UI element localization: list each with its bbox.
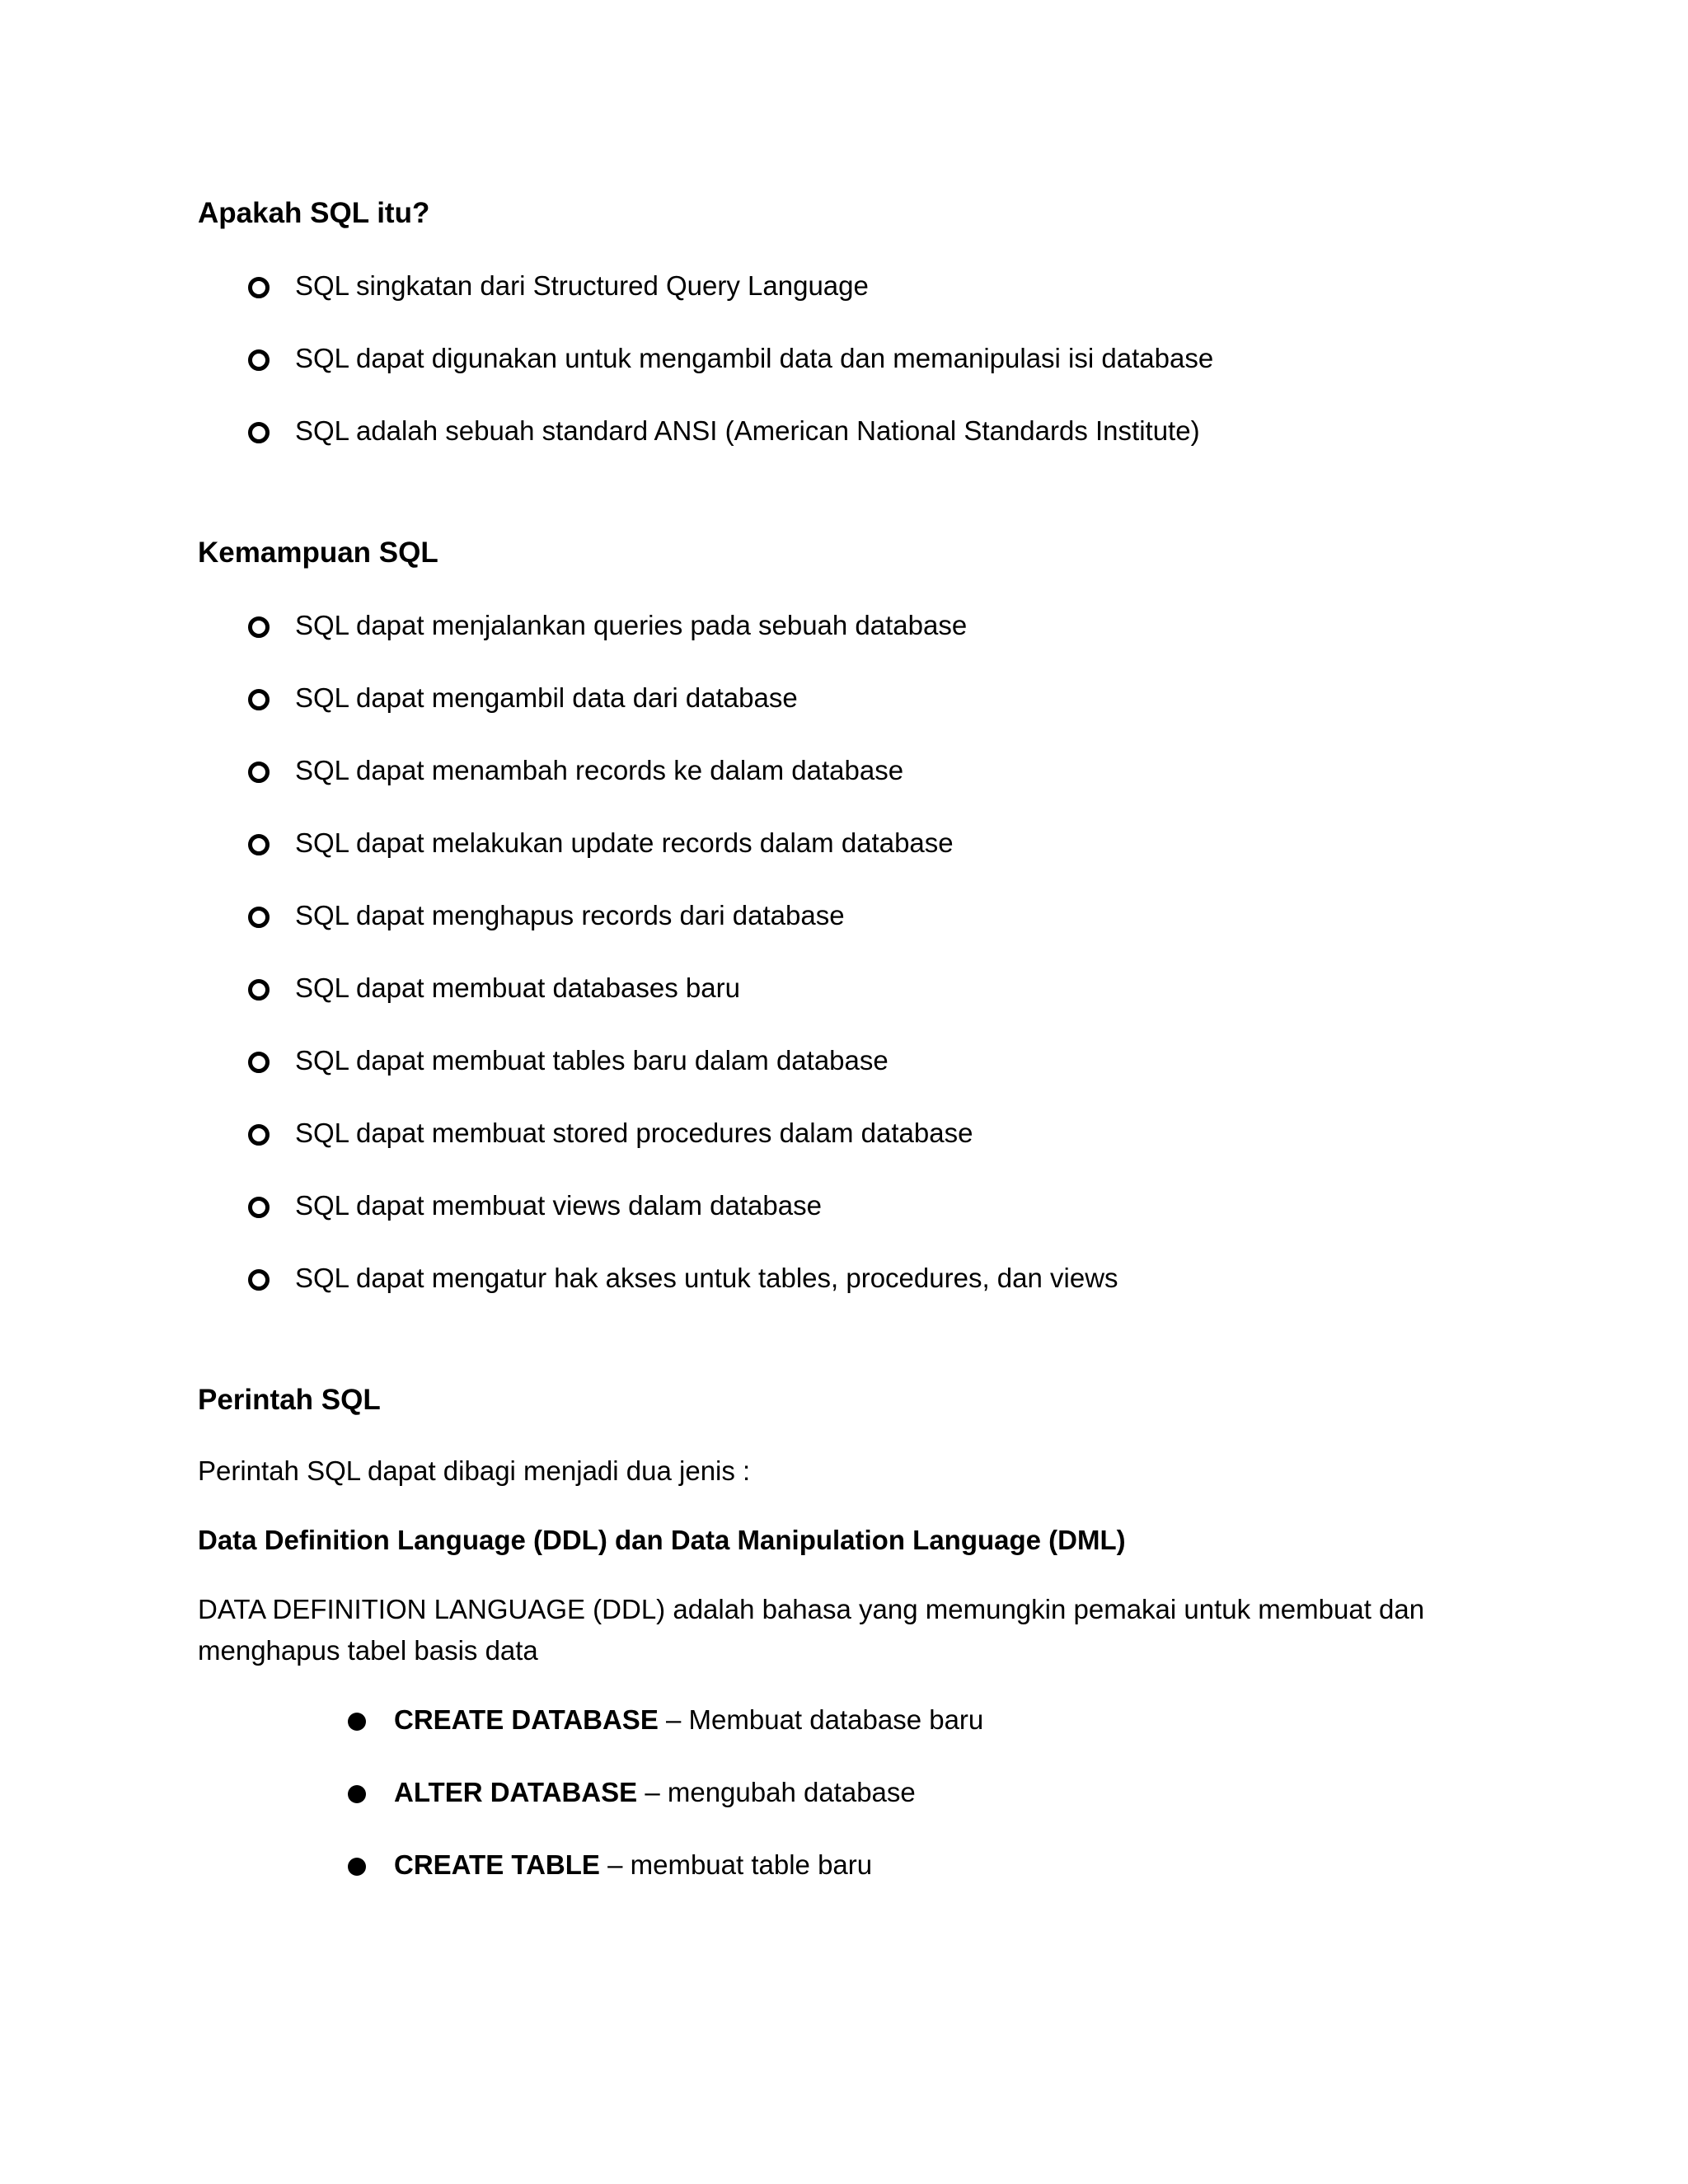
list-ddl-commands [198,1703,1533,1882]
command-description: – mengubah database [637,1777,916,1807]
list-item [198,341,1533,376]
hollow-circle-bullet-icon [248,979,270,1001]
hollow-circle-bullet-icon [248,277,270,298]
list-item-text: SQL dapat menambah records ke dalam database [295,755,904,785]
list-item-text: SQL dapat mengambil data dari database [295,682,798,713]
list-item [198,1261,1533,1296]
list-item [198,1703,1533,1737]
command-description: – membuat table baru [599,1849,873,1880]
list-item [198,898,1533,933]
intro-paragraph: Perintah SQL dapat dibagi menjadi dua jenis : [198,1455,751,1486]
hollow-circle-bullet-icon [248,1269,270,1291]
heading-kemampuan-sql: Kemampuan SQL [198,537,438,569]
list-item [198,1848,1533,1882]
heading-apakah-sql: Apakah SQL itu? [198,197,430,229]
filled-circle-bullet-icon [348,1713,366,1731]
list-apakah-sql [198,269,1533,448]
list-item [198,1188,1533,1223]
list-item [198,1775,1533,1810]
hollow-circle-bullet-icon [248,616,270,638]
hollow-circle-bullet-icon [248,1197,270,1218]
command-keyword: CREATE DATABASE [394,1704,659,1735]
command-keyword: ALTER DATABASE [394,1777,638,1807]
filled-circle-bullet-icon [348,1785,366,1803]
ddl-description-paragraph: DATA DEFINITION LANGUAGE (DDL) adalah bahasa yang memungkin pemakai untuk membuat dan menghapus tabel basis data [198,1594,1425,1666]
list-item [198,1043,1533,1078]
list-item-text: SQL dapat membuat views dalam database [295,1190,822,1221]
hollow-circle-bullet-icon [248,1124,270,1146]
list-item-text: SQL dapat melakukan update records dalam database [295,827,954,858]
list-kemampuan-sql [198,608,1533,1296]
list-item [198,269,1533,303]
list-item-text: SQL adalah sebuah standard ANSI (American National Standards Institute) [295,415,1200,446]
list-item-text: SQL dapat membuat databases baru [295,972,740,1003]
list-item [198,971,1533,1005]
hollow-circle-bullet-icon [248,689,270,710]
document-page [198,196,1533,1882]
list-item-text: SQL dapat mengatur hak akses untuk tables, procedures, dan views [295,1263,1118,1293]
list-item-text: SQL dapat menghapus records dari database [295,900,845,930]
hollow-circle-bullet-icon [248,349,270,371]
command-keyword: CREATE TABLE [394,1849,600,1880]
hollow-circle-bullet-icon [248,422,270,443]
hollow-circle-bullet-icon [248,1052,270,1073]
heading-perintah-sql: Perintah SQL [198,1384,381,1416]
list-item-text: SQL singkatan dari Structured Query Language [295,270,869,301]
list-item [198,826,1533,860]
hollow-circle-bullet-icon [248,834,270,855]
hollow-circle-bullet-icon [248,907,270,928]
list-item [198,681,1533,715]
list-item [198,608,1533,643]
command-description: – Membuat database baru [658,1704,984,1735]
list-item-text: SQL dapat digunakan untuk mengambil data dan memanipulasi isi database [295,343,1214,373]
filled-circle-bullet-icon [348,1858,366,1876]
list-item [198,753,1533,788]
hollow-circle-bullet-icon [248,762,270,783]
ddl-dml-subheading: Data Definition Language (DDL) dan Data Manipulation Language (DML) [198,1525,1126,1555]
list-item-text: SQL dapat membuat tables baru dalam database [295,1045,889,1076]
list-item [198,1116,1533,1151]
list-item [198,414,1533,448]
list-item-text: SQL dapat menjalankan queries pada sebuah database [295,610,968,640]
list-item-text: SQL dapat membuat stored procedures dalam database [295,1118,973,1148]
